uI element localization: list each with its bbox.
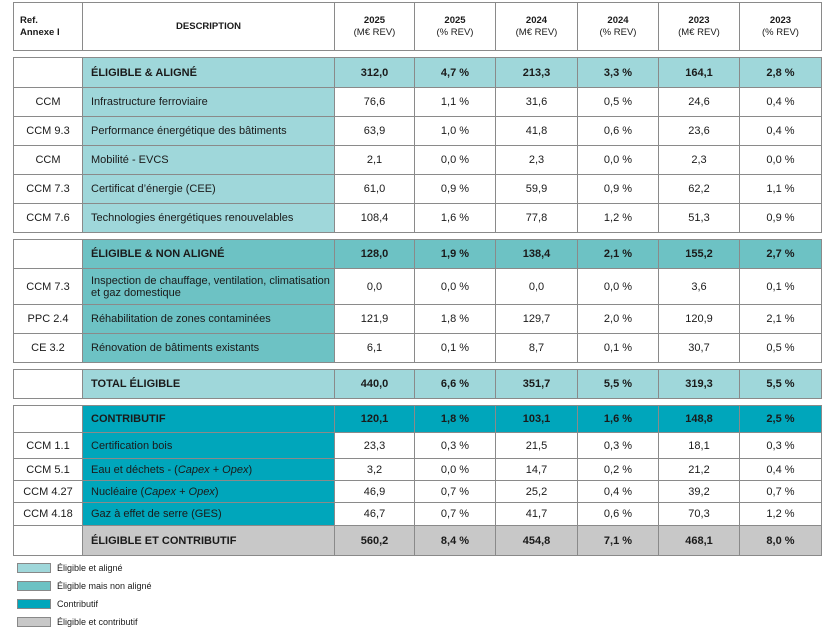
value-cell: 0,2 % <box>578 459 659 481</box>
value-cell: 2,7 % <box>740 240 822 269</box>
value-cell: 76,6 <box>335 88 415 117</box>
value-cell: 1,6 % <box>578 406 659 433</box>
value-cell: 2,1 % <box>578 240 659 269</box>
value-cell: 0,1 % <box>578 334 659 363</box>
value-cell: 1,2 % <box>740 503 822 526</box>
value-cell: 103,1 <box>496 406 578 433</box>
table-cell <box>14 58 83 88</box>
legend-item <box>17 597 257 611</box>
value-cell: 77,8 <box>496 204 578 233</box>
legend-label: Contributif <box>57 599 99 609</box>
ref-cell: CCM 9.3 <box>14 117 83 146</box>
value-cell: 0,4 % <box>578 481 659 503</box>
value-cell: 0,3 % <box>415 433 496 459</box>
value-cell: 2,3 <box>496 146 578 175</box>
value-cell: 0,4 % <box>740 117 822 146</box>
value-cell: 440,0 <box>335 370 415 399</box>
value-cell: 0,9 % <box>578 175 659 204</box>
description-cell: Nucléaire (Capex + Opex) <box>83 481 335 503</box>
value-cell: 8,7 <box>496 334 578 363</box>
value-cell: 0,0 % <box>415 269 496 305</box>
value-cell: 46,7 <box>335 503 415 526</box>
value-cell: 0,7 % <box>415 503 496 526</box>
ref-cell: CCM 1.1 <box>14 433 83 459</box>
description-cell: Mobilité - EVCS <box>83 146 335 175</box>
value-cell: 164,1 <box>659 58 740 88</box>
section-row-contributive <box>14 406 822 433</box>
value-cell: 2,1 <box>335 146 415 175</box>
ref-cell: CCM 7.3 <box>14 175 83 204</box>
description-cell: Certification bois <box>83 433 335 459</box>
value-cell: 24,6 <box>659 88 740 117</box>
value-cell: 0,7 % <box>415 481 496 503</box>
header-ref-sublabel: Annexe I <box>20 26 60 38</box>
value-cell: 1,8 % <box>415 305 496 334</box>
value-cell: 1,6 % <box>415 204 496 233</box>
ref-cell: CCM <box>14 88 83 117</box>
section-title: ÉLIGIBLE & NON ALIGNÉ <box>83 240 335 269</box>
value-cell: 6,6 % <box>415 370 496 399</box>
table-row <box>14 459 822 481</box>
table-row <box>14 305 822 334</box>
value-cell: 21,2 <box>659 459 740 481</box>
value-cell: 41,8 <box>496 117 578 146</box>
value-cell: 0,9 % <box>740 204 822 233</box>
legend-label: Éligible mais non aligné <box>57 581 152 591</box>
table-cell <box>14 233 822 240</box>
header-col-2024-prev: 2024 (% REV) <box>578 3 659 51</box>
section-row-eligible-aligned <box>14 58 822 88</box>
table-cell <box>14 526 83 556</box>
value-cell: 3,6 <box>659 269 740 305</box>
header-col-2025-mrev: 2025 (M€ REV) <box>335 3 415 51</box>
section-row-eligible-not-aligned <box>14 240 822 269</box>
value-cell: 0,5 % <box>740 334 822 363</box>
value-cell: 0,5 % <box>578 88 659 117</box>
table-row <box>14 88 822 117</box>
table-row <box>14 269 822 305</box>
value-cell: 63,9 <box>335 117 415 146</box>
description-cell: Technologies énergétiques renouvelables <box>83 204 335 233</box>
value-cell: 2,0 % <box>578 305 659 334</box>
value-cell: 468,1 <box>659 526 740 556</box>
value-cell: 31,6 <box>496 88 578 117</box>
description-cell: Inspection de chauffage, ventilation, climatisation et gaz domestique <box>83 269 335 305</box>
section-title: TOTAL ÉLIGIBLE <box>83 370 335 399</box>
value-cell: 25,2 <box>496 481 578 503</box>
value-cell: 1,9 % <box>415 240 496 269</box>
value-cell: 61,0 <box>335 175 415 204</box>
description-cell: Réhabilitation de zones contaminées <box>83 305 335 334</box>
table-row <box>14 433 822 459</box>
value-cell: 121,9 <box>335 305 415 334</box>
ref-cell: CCM <box>14 146 83 175</box>
section-row-eligible-contributive <box>14 526 822 556</box>
legend-label: Éligible et contributif <box>57 617 138 627</box>
table-row <box>14 334 822 363</box>
legend-swatch <box>17 599 51 609</box>
value-cell: 0,0 <box>496 269 578 305</box>
value-cell: 120,1 <box>335 406 415 433</box>
value-cell: 1,8 % <box>415 406 496 433</box>
value-cell: 454,8 <box>496 526 578 556</box>
value-cell: 39,2 <box>659 481 740 503</box>
value-cell: 0,3 % <box>578 433 659 459</box>
value-cell: 62,2 <box>659 175 740 204</box>
value-cell: 4,7 % <box>415 58 496 88</box>
value-cell: 5,5 % <box>740 370 822 399</box>
table-row <box>14 117 822 146</box>
table-row <box>14 146 822 175</box>
header-row <box>14 3 822 51</box>
value-cell: 3,3 % <box>578 58 659 88</box>
header-col-2024-mrev: 2024 (M€ REV) <box>496 3 578 51</box>
ref-cell: CCM 7.6 <box>14 204 83 233</box>
table-cell <box>14 363 822 370</box>
description-cell: Eau et déchets - (Capex + Opex) <box>83 459 335 481</box>
value-cell: 6,1 <box>335 334 415 363</box>
header-ref-label: Ref. <box>20 14 38 26</box>
value-cell: 1,1 % <box>740 175 822 204</box>
value-cell: 59,9 <box>496 175 578 204</box>
header-col-2023-prev: 2023 (% REV) <box>740 3 822 51</box>
header-description: DESCRIPTION <box>83 3 335 51</box>
value-cell: 0,0 % <box>415 146 496 175</box>
legend-item <box>17 579 257 593</box>
value-cell: 0,0 % <box>578 269 659 305</box>
value-cell: 23,6 <box>659 117 740 146</box>
value-cell: 312,0 <box>335 58 415 88</box>
ref-cell: CCM 7.3 <box>14 269 83 305</box>
value-cell: 0,1 % <box>415 334 496 363</box>
table-row <box>14 204 822 233</box>
value-cell: 120,9 <box>659 305 740 334</box>
section-title: CONTRIBUTIF <box>83 406 335 433</box>
ref-cell: PPC 2.4 <box>14 305 83 334</box>
table-row <box>14 503 822 526</box>
value-cell: 1,2 % <box>578 204 659 233</box>
description-cell: Gaz à effet de serre (GES) <box>83 503 335 526</box>
value-cell: 0,0 % <box>578 146 659 175</box>
table-cell <box>14 240 83 269</box>
value-cell: 7,1 % <box>578 526 659 556</box>
value-cell: 319,3 <box>659 370 740 399</box>
value-cell: 0,1 % <box>740 269 822 305</box>
value-cell: 0,7 % <box>740 481 822 503</box>
legend-item <box>17 615 257 629</box>
value-cell: 129,7 <box>496 305 578 334</box>
value-cell: 1,1 % <box>415 88 496 117</box>
value-cell: 21,5 <box>496 433 578 459</box>
table-cell <box>14 370 83 399</box>
value-cell: 14,7 <box>496 459 578 481</box>
description-cell: Performance énergétique des bâtiments <box>83 117 335 146</box>
value-cell: 46,9 <box>335 481 415 503</box>
legend-swatch <box>17 563 51 573</box>
value-cell: 155,2 <box>659 240 740 269</box>
value-cell: 0,4 % <box>740 459 822 481</box>
value-cell: 0,0 % <box>740 146 822 175</box>
value-cell: 70,3 <box>659 503 740 526</box>
value-cell: 560,2 <box>335 526 415 556</box>
value-cell: 0,3 % <box>740 433 822 459</box>
table-cell <box>14 406 83 433</box>
value-cell: 1,0 % <box>415 117 496 146</box>
value-cell: 18,1 <box>659 433 740 459</box>
header-col-2023-mrev: 2023 (M€ REV) <box>659 3 740 51</box>
value-cell: 2,5 % <box>740 406 822 433</box>
ref-cell: CCM 4.18 <box>14 503 83 526</box>
value-cell: 108,4 <box>335 204 415 233</box>
value-cell: 0,6 % <box>578 117 659 146</box>
legend-label: Éligible et aligné <box>57 563 123 573</box>
table-cell <box>14 51 822 58</box>
description-cell: Rénovation de bâtiments existants <box>83 334 335 363</box>
value-cell: 148,8 <box>659 406 740 433</box>
value-cell: 0,9 % <box>415 175 496 204</box>
value-cell: 23,3 <box>335 433 415 459</box>
ref-cell: CE 3.2 <box>14 334 83 363</box>
value-cell: 5,5 % <box>578 370 659 399</box>
section-title: ÉLIGIBLE ET CONTRIBUTIF <box>83 526 335 556</box>
legend-item <box>17 561 257 575</box>
value-cell: 0,0 <box>335 269 415 305</box>
value-cell: 0,0 % <box>415 459 496 481</box>
description-cell: Infrastructure ferroviaire <box>83 88 335 117</box>
value-cell: 2,3 <box>659 146 740 175</box>
legend-swatch <box>17 581 51 591</box>
table-row <box>14 481 822 503</box>
value-cell: 2,1 % <box>740 305 822 334</box>
value-cell: 8,4 % <box>415 526 496 556</box>
value-cell: 138,4 <box>496 240 578 269</box>
value-cell: 3,2 <box>335 459 415 481</box>
value-cell: 41,7 <box>496 503 578 526</box>
description-cell: Certificat d’énergie (CEE) <box>83 175 335 204</box>
value-cell: 0,4 % <box>740 88 822 117</box>
section-title: ÉLIGIBLE & ALIGNÉ <box>83 58 335 88</box>
value-cell: 51,3 <box>659 204 740 233</box>
value-cell: 351,7 <box>496 370 578 399</box>
value-cell: 213,3 <box>496 58 578 88</box>
value-cell: 0,6 % <box>578 503 659 526</box>
value-cell: 8,0 % <box>740 526 822 556</box>
ref-cell: CCM 5.1 <box>14 459 83 481</box>
taxonomy-table <box>13 2 822 556</box>
value-cell: 2,8 % <box>740 58 822 88</box>
section-row-total-eligible <box>14 370 822 399</box>
value-cell: 30,7 <box>659 334 740 363</box>
table-cell <box>14 399 822 406</box>
header-col-2025-prev: 2025 (% REV) <box>415 3 496 51</box>
value-cell: 128,0 <box>335 240 415 269</box>
ref-cell: CCM 4.27 <box>14 481 83 503</box>
table-row <box>14 175 822 204</box>
legend-swatch <box>17 617 51 627</box>
header-ref <box>14 3 83 51</box>
